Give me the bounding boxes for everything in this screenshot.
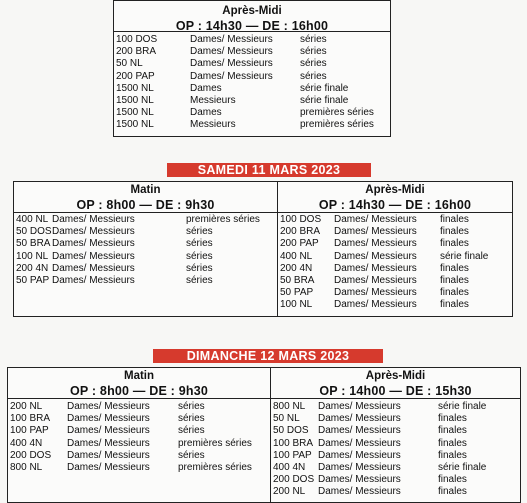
event-round: série finale — [440, 250, 489, 262]
sunday-table — [7, 367, 521, 503]
event-row — [8, 413, 270, 425]
event-row — [8, 438, 270, 450]
event-category: Dames/ Messieurs — [318, 413, 401, 425]
session-schedule: OP : 8h00 — DE : 9h30 — [69, 384, 209, 398]
event-round: finales — [440, 262, 469, 274]
event-round: séries — [178, 449, 205, 461]
event-list — [278, 214, 512, 312]
event-row — [14, 251, 277, 263]
session-title: Matin — [123, 370, 155, 382]
session-schedule: OP : 14h30 — DE : 16h00 — [318, 198, 472, 212]
event-round: finales — [440, 287, 469, 299]
event-distance: 100 DOS — [116, 34, 158, 45]
event-row — [271, 438, 520, 450]
event-row — [14, 226, 277, 238]
event-row — [114, 58, 390, 70]
event-row — [278, 287, 512, 299]
event-row — [14, 263, 277, 275]
morning-column — [14, 182, 277, 316]
event-category: Dames/ Messieurs — [67, 401, 150, 412]
event-distance: 200 PAP — [116, 70, 155, 82]
event-category: Dames/ Messieurs — [334, 238, 417, 250]
session-header — [278, 182, 512, 213]
session-header — [14, 182, 277, 213]
event-category: Dames/ Messieurs — [52, 274, 135, 286]
event-round: séries — [178, 413, 205, 425]
event-distance: 100 BRA — [10, 413, 51, 425]
event-category: Messieurs — [190, 94, 236, 106]
event-row — [8, 462, 270, 474]
event-round: séries — [300, 46, 327, 58]
event-category: Dames/ Messieurs — [190, 46, 273, 58]
event-row — [271, 425, 520, 437]
event-category: Dames/ Messieurs — [318, 474, 401, 486]
event-round: finales — [438, 474, 467, 486]
event-row — [271, 450, 520, 462]
event-category: Dames/ Messieurs — [52, 250, 135, 262]
event-category: Dames/ Messieurs — [334, 262, 417, 274]
event-row — [278, 299, 512, 311]
event-round: finales — [440, 274, 469, 286]
event-distance: 400 NL — [280, 250, 313, 262]
event-category: Dames/ Messieurs — [334, 299, 417, 311]
event-row — [271, 474, 520, 486]
event-distance: 200 NL — [273, 486, 306, 498]
event-distance: 200 4N — [280, 262, 313, 274]
event-category: Dames/ Messieurs — [318, 486, 401, 498]
event-distance: 1500 NL — [116, 94, 154, 106]
event-category: Dames/ Messieurs — [334, 226, 417, 238]
event-distance: 200 DOS — [10, 449, 52, 461]
event-category: Dames/ Messieurs — [67, 413, 150, 425]
event-category: Dames/ Messieurs — [318, 461, 401, 473]
afternoon-column — [278, 182, 512, 316]
event-list — [271, 401, 520, 499]
event-category: Messieurs — [190, 119, 236, 131]
event-row — [114, 119, 390, 131]
event-distance: 100 PAP — [273, 449, 312, 461]
event-category: Dames/ Messieurs — [52, 226, 135, 238]
event-category: Dames/ Messieurs — [318, 425, 401, 437]
event-round: premières séries — [178, 437, 252, 449]
event-distance: 200 DOS — [273, 474, 315, 486]
event-row — [114, 95, 390, 107]
session-title: Après-Midi — [365, 370, 426, 382]
session-schedule: OP : 14h00 — DE : 15h30 — [319, 384, 472, 398]
event-round: série finale — [300, 82, 349, 94]
event-row — [14, 214, 277, 226]
session-header — [8, 368, 270, 399]
event-round: premières séries — [186, 214, 260, 225]
event-round: séries — [186, 262, 213, 274]
morning-column — [8, 368, 270, 502]
session-header — [271, 368, 520, 399]
event-row — [114, 83, 390, 95]
event-row — [278, 226, 512, 238]
event-round: série finale — [438, 401, 487, 412]
event-row — [271, 401, 520, 413]
event-list — [114, 34, 390, 132]
event-distance: 50 BRA — [280, 274, 315, 286]
event-round: séries — [178, 425, 205, 437]
event-category: Dames/ Messieurs — [67, 449, 150, 461]
event-distance: 50 DOS — [273, 425, 309, 437]
event-distance: 200 PAP — [280, 238, 319, 250]
event-round: finales — [440, 299, 469, 311]
event-round: séries — [300, 70, 327, 82]
event-round: finales — [440, 226, 469, 238]
event-row — [271, 486, 520, 498]
session-title: Après-Midi — [365, 184, 425, 196]
event-row — [278, 214, 512, 226]
session-header — [114, 1, 390, 32]
event-list — [8, 401, 270, 474]
event-row — [278, 238, 512, 250]
event-round: séries — [300, 58, 327, 70]
event-row — [114, 46, 390, 58]
event-round: séries — [178, 401, 205, 412]
event-round: finales — [440, 214, 469, 225]
event-row — [278, 263, 512, 275]
event-list — [14, 214, 277, 287]
event-distance: 200 BRA — [116, 46, 157, 58]
event-row — [278, 251, 512, 263]
event-category: Dames/ Messieurs — [190, 34, 273, 45]
event-round: séries — [186, 226, 213, 238]
event-distance: 400 NL — [16, 214, 49, 225]
event-category: Dames/ Messieurs — [318, 401, 401, 412]
event-distance: 800 NL — [273, 401, 306, 412]
event-category: Dames/ Messieurs — [52, 214, 135, 225]
event-category: Dames/ Messieurs — [190, 58, 273, 70]
event-distance: 100 NL — [280, 299, 313, 311]
event-category: Dames/ Messieurs — [334, 287, 417, 299]
event-round: premières séries — [300, 107, 374, 119]
event-row — [114, 71, 390, 83]
event-row — [8, 425, 270, 437]
event-row — [278, 275, 512, 287]
event-category: Dames — [190, 82, 222, 94]
event-category: Dames/ Messieurs — [67, 437, 150, 449]
session-schedule: OP : 14h30 — DE : 16h00 — [175, 19, 329, 33]
event-round: finales — [440, 238, 469, 250]
friday-afternoon-table — [113, 0, 391, 137]
event-category: Dames/ Messieurs — [318, 449, 401, 461]
event-round: finales — [438, 437, 467, 449]
event-distance: 50 NL — [116, 58, 143, 70]
event-distance: 50 NL — [273, 413, 300, 425]
event-round: premières séries — [178, 461, 252, 473]
event-distance: 200 NL — [10, 401, 43, 412]
event-category: Dames/ Messieurs — [67, 425, 150, 437]
event-row — [8, 450, 270, 462]
saturday-table — [13, 181, 513, 317]
event-round: séries — [300, 34, 327, 45]
event-round: séries — [186, 238, 213, 250]
event-distance: 200 4N — [16, 262, 49, 274]
event-category: Dames/ Messieurs — [190, 70, 273, 82]
event-row — [14, 238, 277, 250]
event-distance: 100 NL — [16, 250, 49, 262]
event-category: Dames/ Messieurs — [52, 262, 135, 274]
event-row — [271, 413, 520, 425]
event-distance: 100 BRA — [273, 437, 314, 449]
event-round: séries — [186, 274, 213, 286]
event-category: Dames/ Messieurs — [52, 238, 135, 250]
event-category: Dames/ Messieurs — [67, 461, 150, 473]
day-banner-saturday: SAMEDI 11 MARS 2023 — [167, 163, 371, 177]
session-title: Après-Midi — [222, 5, 282, 17]
event-distance: 800 NL — [10, 461, 43, 473]
event-row — [14, 275, 277, 287]
event-distance: 100 DOS — [280, 214, 322, 225]
event-row — [114, 34, 390, 46]
afternoon-column — [271, 368, 520, 502]
event-distance: 50 PAP — [280, 287, 314, 299]
event-distance: 1500 NL — [116, 82, 154, 94]
event-round: finales — [438, 449, 467, 461]
event-round: série finale — [438, 461, 487, 473]
event-category: Dames/ Messieurs — [334, 250, 417, 262]
session-schedule: OP : 8h00 — DE : 9h30 — [76, 198, 215, 212]
event-row — [114, 107, 390, 119]
event-row — [8, 401, 270, 413]
event-distance: 200 BRA — [280, 226, 321, 238]
event-round: finales — [438, 425, 467, 437]
event-round: finales — [438, 486, 467, 498]
event-distance: 50 DOS — [16, 226, 52, 238]
event-round: premières séries — [300, 119, 374, 131]
day-banner-sunday: DIMANCHE 12 MARS 2023 — [153, 349, 383, 363]
event-distance: 400 4N — [273, 461, 306, 473]
event-distance: 50 PAP — [16, 274, 50, 286]
event-category: Dames/ Messieurs — [318, 437, 401, 449]
event-round: finales — [438, 413, 467, 425]
event-round: séries — [186, 250, 213, 262]
event-category: Dames/ Messieurs — [334, 214, 417, 225]
event-distance: 400 4N — [10, 437, 43, 449]
event-distance: 100 PAP — [10, 425, 49, 437]
event-round: série finale — [300, 94, 349, 106]
event-category: Dames/ Messieurs — [334, 274, 417, 286]
event-category: Dames — [190, 107, 222, 119]
event-row — [271, 462, 520, 474]
event-distance: 1500 NL — [116, 107, 154, 119]
event-distance: 1500 NL — [116, 119, 154, 131]
session-title: Matin — [130, 184, 161, 196]
event-distance: 50 BRA — [16, 238, 51, 250]
